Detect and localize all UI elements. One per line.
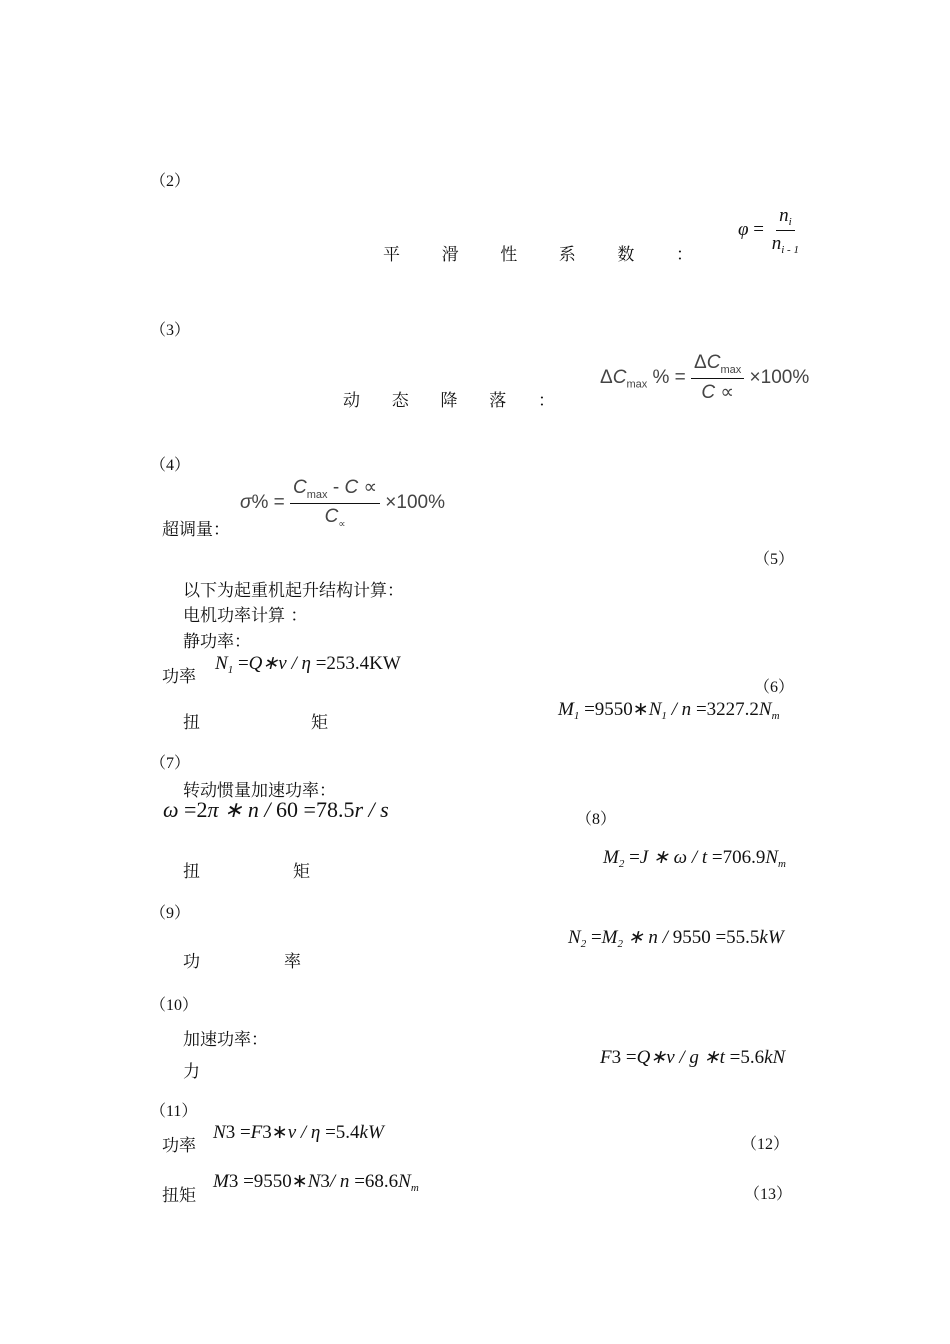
dynamic-drop-formula: $\Delta C_{max}$ % = $\frac{\Delta C_{max}}{C \propto}$ ×100% [600,352,810,403]
n2-formula: $N_2 =M_2$ ∗ n / 9550 =55.5kW [568,927,784,950]
label-char: ： [675,245,693,265]
item-number-9: （9） [150,905,191,922]
static-power-heading: 静功率： [183,632,251,652]
item-number-2: （2） [150,173,191,190]
torque3-label: 扭矩 [162,1186,196,1206]
item-number-12: （12） [741,1136,790,1153]
force-label: 力 [183,1062,200,1082]
torque-label-char-1: 扭 [183,713,200,733]
torque-label-char-2: 矩 [311,713,328,733]
f3-formula: F3 =Q∗v / g ∗t =5.6kN [600,1047,786,1068]
inertia-accel-heading: 转动惯量加速功率： [183,781,336,801]
smoothness-formula: φ = $\frac{n_i}{n_{i - 1}}$ [738,205,799,256]
dynamic-drop-label [343,386,555,411]
item-number-8: （8） [576,811,617,828]
item-number-7: （7） [150,755,191,772]
label-char: ： [538,391,555,411]
item-number-10: （10） [150,997,199,1014]
item-number-13: （13） [744,1186,793,1203]
item-number-11: （11） [150,1103,198,1120]
label-char: 落 [489,391,507,411]
label-char: 态 [391,391,409,411]
omega-formula: ω =2π ∗ n / 60 =78.5r / s [163,797,389,822]
static-power-formula: $N_1$ =Q∗v / η =253.4KW [215,653,401,676]
label-char: 性 [500,245,518,265]
n3-formula: N3 =F3∗v / η =5.4kW [213,1122,384,1143]
item-number-3: （3） [150,322,191,339]
power3-label: 功率 [162,1136,196,1156]
power2-label-char-2: 率 [284,952,301,972]
label-char: 降 [440,391,458,411]
accel-power-heading: 加速功率： [183,1030,268,1050]
label-char: 动 [343,391,360,411]
power-label: 功率 [162,667,196,687]
label-char: 平 [383,245,400,265]
torque2-label-char-1: 扭 [183,862,200,882]
label-char: 系 [558,245,576,265]
item-number-4: （4） [150,457,191,474]
smoothness-label [383,240,693,265]
overshoot-formula: σ% = $\frac{C_{max} - C \propto}{C_\propto}$ ×100% [240,477,446,530]
motor-power-heading: 电机功率计算 ： [183,606,308,626]
m3-formula: M3 =9550∗N3/ $n =68.6N_m$ [213,1171,419,1194]
static-power-value: =253.4KW [315,653,401,674]
torque2-label-char-2: 矩 [293,862,310,882]
item-number-5: （5） [754,551,795,568]
label-char: 数 [617,245,635,265]
item-number-6: （6） [754,679,795,696]
label-char: 滑 [441,245,459,265]
overshoot-label: 超调量： [162,520,230,540]
m2-formula: $M_2 =J$ ∗ $\omega / t =706.9N_m$ [603,847,786,870]
torque-formula: $M_1$ $=9550∗N_1 / n =3227.2N_m$ [558,699,780,722]
power2-label-char-1: 功 [183,952,200,972]
intro-text: 以下为起重机起升结构计算： [183,581,404,601]
